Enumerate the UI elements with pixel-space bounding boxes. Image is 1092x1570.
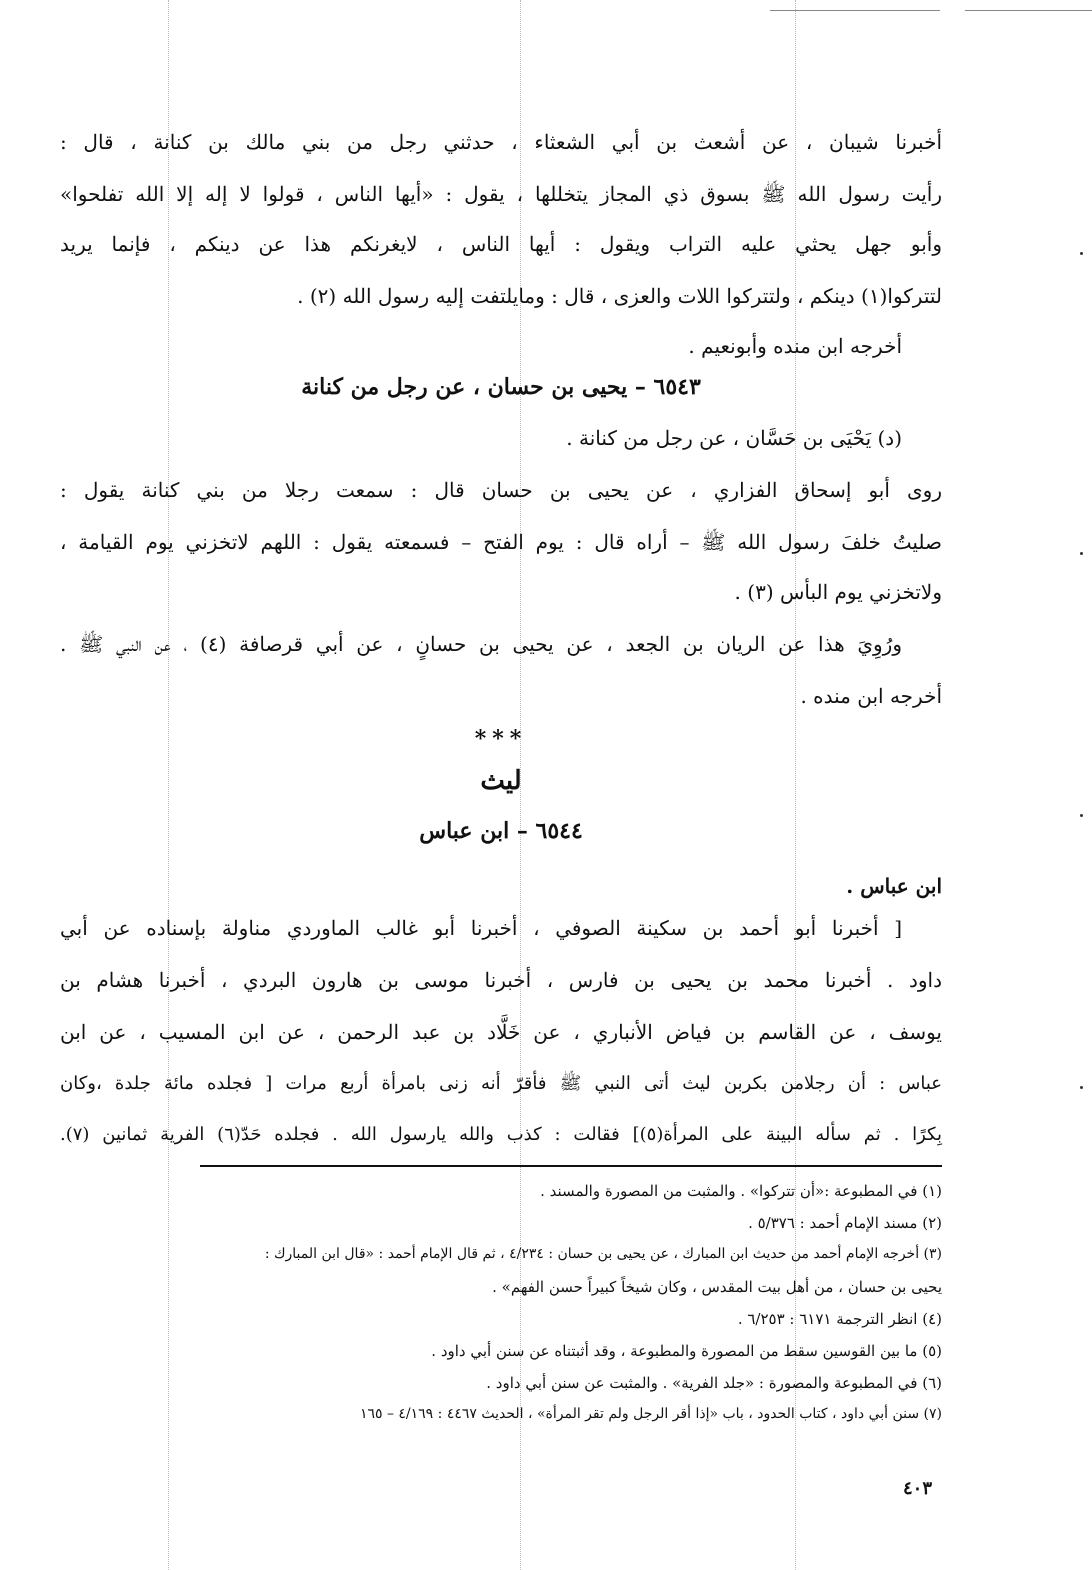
- text-line: روى أبو إسحاق الفزاري ، عن يحيى بن حسان قال : سمعت رجلا من بني كنانة يقول :: [60, 478, 942, 502]
- margin-mark: [1080, 814, 1083, 817]
- text-line: رأيت رسول الله ﷺ بسوق ذي المجاز يتخللها ، يقول : «أيها الناس ، قولوا لا إله إلا الله تفلحوا»: [60, 182, 942, 206]
- footnote-separator: [200, 1165, 942, 1167]
- footnote: (٢) مسند الإمام أحمد : ٥/٣٧٦ .: [748, 1214, 942, 1232]
- entry-heading: ٦٥٤٤ – ابن عباس: [419, 818, 583, 844]
- top-rule: [965, 10, 1092, 11]
- footnote: يحيى بن حسان ، من أهل بيت المقدس ، وكان شيخاً كبيراً حسن الفهم» .: [492, 1278, 942, 1296]
- footnote: (٦) في المطبوعة والمصورة : «جلد الفرية» . والمثبت عن سنن أبي داود .: [486, 1374, 942, 1392]
- text-line: وأبو جهل يحثي عليه التراب ويقول : أيها الناس ، لايغرنكم هذا عن دينكم ، فإنما يريد: [60, 232, 942, 256]
- text-line: صليتُ خلفَ رسول الله ﷺ – أراه قال : يوم الفتح – فسمعته يقول : اللهم لاتخزني يوم القيامة ،: [60, 530, 942, 554]
- text-line: يوسف ، عن القاسم بن فياض الأنباري ، عن خَلَّاد بن عبد الرحمن ، عن ابن المسيب ، عن ابن: [60, 1020, 942, 1044]
- page-number: ٤٠٣: [902, 1478, 932, 1499]
- text-line: بِكرًا . ثم سأله البينة على المرأة(٥)] فقالت : كذب والله يارسول الله . فجلده حَدّ(٦) الفرية ثمانين (٧).: [60, 1124, 942, 1145]
- text-line: عباس : أن رجلامن بكربن ليث أتى النبي ﷺ فأقرّ أنه زنى بامرأة أربع مرات [ فجلده مائة جلدة ،وكان: [60, 1073, 942, 1094]
- text-line: ابن عباس .: [846, 874, 942, 898]
- margin-mark: [1080, 1086, 1083, 1089]
- margin-mark: [1080, 252, 1083, 255]
- text-line: لتتركوا(١) دينكم ، ولتتركوا اللات والعزى ، قال : ومايلتفت إليه رسول الله (٢) .: [297, 284, 942, 308]
- text-line: داود . أخبرنا محمد بن يحيى بن فارس ، أخبرنا موسى بن هارون البردي ، أخبرنا هشام بن: [60, 968, 942, 992]
- footnote: (٣) أخرجه الإمام أحمد من حديث ابن المبارك ، عن يحيى بن حسان : ٤/٢٣٤ ، ثم قال الإمام أحمد : «قال ابن المبارك :: [264, 1246, 942, 1262]
- text-line: ورُوِيَ هذا عن الريان بن الجعد ، عن يحيى بن حسانٍ ، عن أبي قرصافة (٤) ، عن النبي ﷺ .: [60, 632, 902, 656]
- footnote: (٤) انظر الترجمة ٦١٧١ : ٦/٢٥٣ .: [737, 1310, 942, 1328]
- text-line: (د) يَحْيَى بن حَسَّان ، عن رجل من كنانة .: [566, 426, 902, 450]
- text-line: أخرجه ابن منده .: [800, 684, 942, 708]
- footnote: (١) في المطبوعة :«أن تتركوا» . والمثبت من المصورة والمسند .: [540, 1182, 942, 1200]
- text-line: ولاتخزني يوم البأس (٣) .: [734, 580, 942, 604]
- section-title: ليث: [480, 766, 522, 796]
- text-line: أخبرنا شيبان ، عن أشعث بن أبي الشعثاء ، حدثني رجل من بني مالك بن كنانة ، قال :: [60, 130, 942, 154]
- section-separator: ***: [474, 726, 528, 752]
- footnote: (٧) سنن أبي داود ، كتاب الحدود ، باب «إذا أقر الرجل ولم تقر المرأة» ، الحديث ٤٤٦٧ : ٤/١٦٩ – ١٦٥: [359, 1406, 942, 1422]
- text-line: [ أخبرنا أبو أحمد بن سكينة الصوفي ، أخبرنا أبو غالب الماوردي مناولة بإسناده عن أبي: [60, 916, 902, 940]
- text-line: أخرجه ابن منده وأبونعيم .: [688, 334, 902, 358]
- margin-mark: [1080, 552, 1083, 555]
- entry-heading: ٦٥٤٣ – يحيى بن حسان ، عن رجل من كنانة: [301, 374, 701, 400]
- footnote: (٥) ما بين القوسين سقط من المصورة والمطبوعة ، وقد أثبتناه عن سنن أبي داود .: [431, 1342, 942, 1360]
